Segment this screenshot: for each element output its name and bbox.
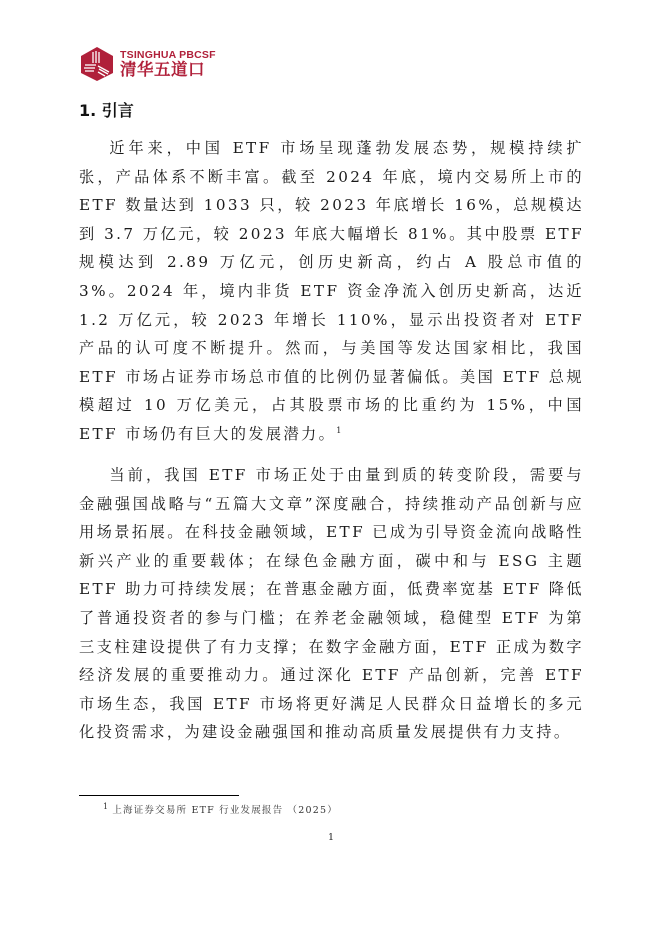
footnote-divider: [79, 795, 239, 796]
logo-text: [120, 50, 216, 79]
section-heading: 1. 引言: [79, 101, 134, 120]
footnote: [103, 802, 338, 816]
footnote-text: 上海证券交易所 ETF 行业发展报告 （2025）: [112, 805, 338, 816]
logo: [80, 46, 216, 82]
page-number: 1: [327, 832, 335, 843]
footnote-reference[interactable]: 1: [336, 425, 342, 435]
footnote-marker: 1: [103, 801, 109, 811]
paragraph-1-text: 近年来，中国 ETF 市场呈现蓬勃发展态势，规模持续扩张，产品体系不断丰富。截至 2024 年底，境内交易所上市的 ETF 数量达到 1033 只，较 2023 年底增长 16%，总规模达到 3.7 万亿元，较 2023 年底大幅增长 81%。其中股票 ETF 规模达到 2.89 万亿元，创历史新高，约占 A 股总市值的 3%。2024 年，境内非货 ETF 资金净流入创历史新高，达近 1.2 万亿元，较 2023 年增长 110%，显示出投资者对 ETF 产品的认可度不断提升。然而，与美国等发达国家相比，我国 ETF 市场占证券市场总市值的比例仍显著偏低。美国 ETF 总规模超过 10 万亿美元，占其股票市场的比重约为 15%，中国 ETF 市场仍有巨大的发展潜力。: [79, 139, 584, 443]
logo-english-name: TSINGHUA PBCSF: [120, 48, 216, 61]
paragraph-1: [79, 134, 584, 449]
tsinghua-pbcsf-logo-icon: [80, 46, 114, 82]
paragraph-2: 当前，我国 ETF 市场正处于由量到质的转变阶段，需要与金融强国战略与“五篇大文章”深度融合，持续推动产品创新与应用场景拓展。在科技金融领域，ETF 已成为引导资金流向战略性新兴产业的重要载体；在绿色金融方面，碳中和与 ESG 主题 ETF 助力可持续发展；在普惠金融方面，低费率宽基 ETF 降低了普通投资者的参与门槛；在养老金融领域，稳健型 ETF 为第三支柱建设提供了有力支撑；在数字金融方面，ETF 正成为数字经济发展的重要推动力。通过深化 ETF 产品创新，完善 ETF 市场生态，我国 ETF 市场将更好满足人民群众日益增长的多元化投资需求，为建设金融强国和推动高质量发展提供有力支持。: [79, 466, 584, 742]
logo-chinese-name: 清华五道口: [120, 60, 205, 79]
